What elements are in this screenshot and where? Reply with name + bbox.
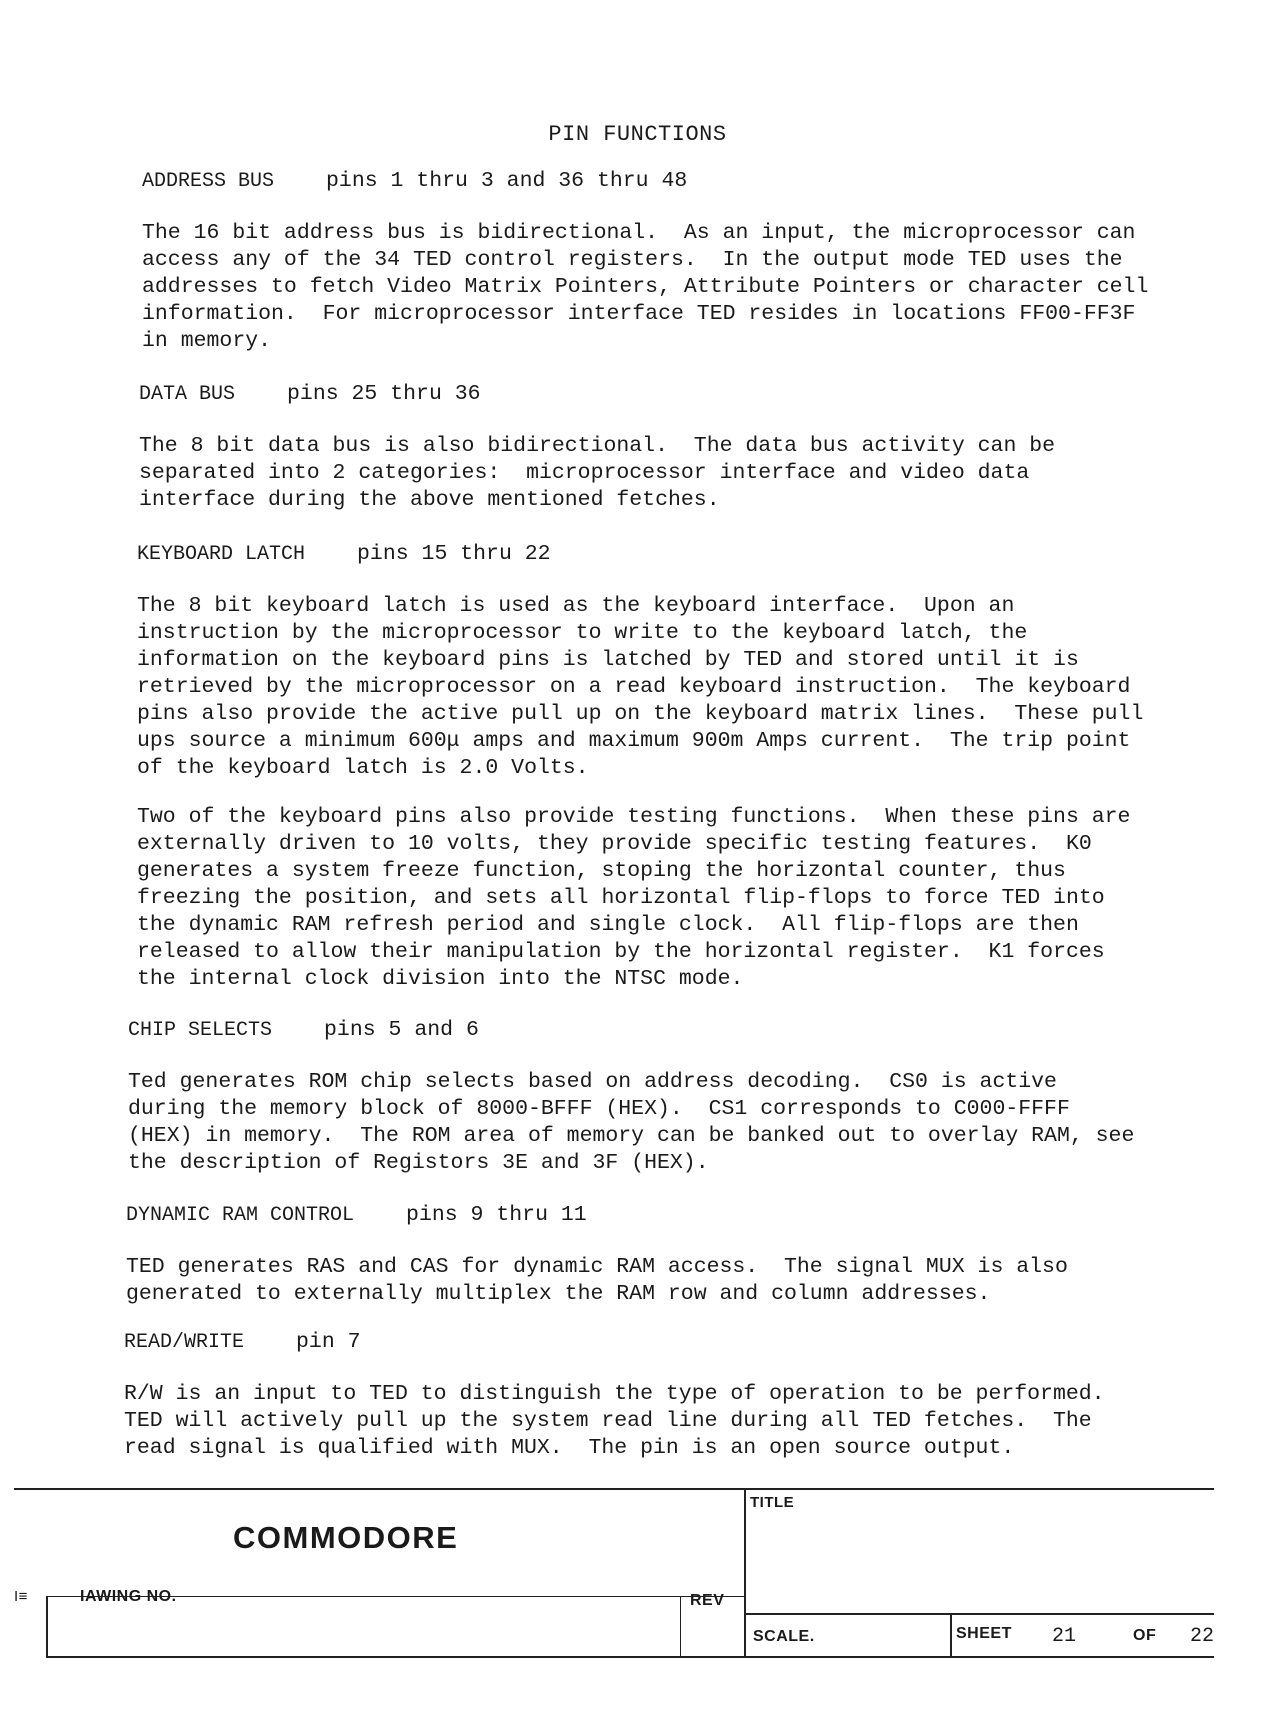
section-name: READ/WRITE [124, 1331, 245, 1354]
sheet-number: 21 [1052, 1625, 1077, 1648]
section-paragraph [139, 433, 1055, 514]
drawing-number-label: IAWING NO. [80, 1588, 177, 1605]
paragraph-line: the dynamic RAM refresh period and single clock. All flip-flops are then [137, 913, 1079, 937]
margin-mark: I≡ [14, 1588, 28, 1605]
section-pins: pin 7 [296, 1330, 361, 1354]
section-pins: pins 9 thru 11 [406, 1203, 587, 1227]
paragraph-line: instruction by the microprocessor to write to the keyboard latch, the [137, 621, 1028, 645]
paragraph-line: Ted generates ROM chip selects based on address decoding. CS0 is active [128, 1070, 1057, 1094]
section-name: KEYBOARD LATCH [137, 543, 306, 566]
paragraph-line: access any of the 34 TED control registers. In the output mode TED uses the [142, 248, 1123, 272]
paragraph-line: the description of Registors 3E and 3F (HEX). [128, 1151, 709, 1175]
section-address-bus [142, 168, 1148, 355]
paragraph-line: pins also provide the active pull up on the keyboard matrix lines. These pull [137, 702, 1144, 726]
paragraph-line: TED generates RAS and CAS for dynamic RAM access. The signal MUX is also [126, 1255, 1068, 1279]
paragraph-line: the internal clock division into the NTSC mode. [137, 967, 744, 991]
section-pins: pins 5 and 6 [324, 1018, 479, 1042]
paragraph-line: externally driven to 10 volts, they provide specific testing features. K0 [137, 832, 1092, 856]
section-keyboard-latch [137, 541, 1143, 993]
paragraph-line: addresses to fetch Video Matrix Pointers, Attribute Pointers or character cell [142, 275, 1149, 299]
section-paragraph [128, 1069, 1134, 1177]
page-title: PIN FUNCTIONS [548, 122, 727, 147]
paragraph-line: generates a system freeze function, stoping the horizontal counter, thus [137, 859, 1066, 883]
section-pins: pins 15 thru 22 [357, 542, 551, 566]
section-name: DATA BUS [139, 383, 236, 406]
section-paragraph [126, 1254, 1068, 1308]
paragraph-line: separated into 2 categories: microprocessor interface and video data [139, 461, 1030, 485]
title-block-sheet-divider [950, 1613, 952, 1658]
section-pins: pins 25 thru 36 [287, 382, 481, 406]
section-heading [137, 541, 1143, 568]
paragraph-line: Two of the keyboard pins also provide testing functions. When these pins are [137, 805, 1131, 829]
paragraph-line: interface during the above mentioned fetches. [139, 488, 720, 512]
section-paragraph [137, 593, 1143, 782]
section-name: CHIP SELECTS [128, 1019, 273, 1042]
paragraph-line: during the memory block of 8000-BFFF (HEX). CS1 corresponds to C000-FFFF [128, 1097, 1070, 1121]
section-heading [139, 381, 1055, 408]
section-name: ADDRESS BUS [142, 170, 275, 193]
section-chip-selects [128, 1017, 1134, 1177]
section-paragraph [142, 220, 1148, 355]
paragraph-line: R/W is an input to TED to distinguish the type of operation to be performed. [124, 1382, 1105, 1406]
paragraph-line: The 8 bit keyboard latch is used as the keyboard interface. Upon an [137, 594, 1015, 618]
paragraph-line: retrieved by the microprocessor on a read keyboard instruction. The keyboard [137, 675, 1131, 699]
paragraph-line: freezing the position, and sets all horizontal flip-flops to force TED into [137, 886, 1105, 910]
paragraph-line: ups source a minimum 600μ amps and maximum 900m Amps current. The trip point [137, 729, 1131, 753]
title-block-left-edge [46, 1596, 48, 1658]
sheet-label: SHEET [956, 1625, 1012, 1642]
title-label: TITLE [750, 1494, 795, 1511]
paragraph-line: read signal is qualified with MUX. The pin is an open source output. [124, 1436, 1015, 1460]
section-paragraph [137, 804, 1143, 993]
section-read-write [124, 1329, 1105, 1462]
section-dynamic-ram-control [126, 1202, 1068, 1308]
title-block-scale-rule [746, 1613, 1214, 1615]
of-label: OF [1133, 1627, 1157, 1644]
paragraph-line: The 8 bit data bus is also bidirectional. The data bus activity can be [139, 434, 1056, 458]
title-block [0, 1488, 1275, 1658]
section-heading [142, 168, 1148, 195]
paragraph-line: in memory. [142, 329, 272, 353]
title-block-top-rule [14, 1488, 1214, 1490]
section-heading [126, 1202, 1068, 1229]
company-name: COMMODORE [233, 1520, 459, 1555]
title-block-bottom-rule [46, 1656, 1214, 1658]
paragraph-line: (HEX) in memory. The ROM area of memory can be banked out to overlay RAM, see [128, 1124, 1135, 1148]
section-pins: pins 1 thru 3 and 36 thru 48 [326, 169, 688, 193]
paragraph-line: information. For microprocessor interface TED resides in locations FF00-FF3F [142, 302, 1136, 326]
paragraph-line: generated to externally multiplex the RAM row and column addresses. [126, 1282, 991, 1306]
sheet-total: 22 [1190, 1625, 1215, 1648]
section-heading [128, 1017, 1134, 1044]
paragraph-line: information on the keyboard pins is latched by TED and stored until it is [137, 648, 1079, 672]
paragraph-line: TED will actively pull up the system read line during all TED fetches. The [124, 1409, 1092, 1433]
scale-label: SCALE. [753, 1628, 815, 1645]
paragraph-line: of the keyboard latch is 2.0 Volts. [137, 756, 589, 780]
paragraph-line: released to allow their manipulation by the horizontal register. K1 forces [137, 940, 1105, 964]
section-paragraph [124, 1381, 1105, 1462]
paragraph-line: The 16 bit address bus is bidirectional. As an input, the microprocessor can [142, 221, 1136, 245]
title-block-title-divider [744, 1488, 746, 1658]
rev-label: REV [690, 1592, 725, 1609]
section-heading [124, 1329, 1105, 1356]
section-data-bus [139, 381, 1055, 514]
section-name: DYNAMIC RAM CONTROL [126, 1204, 355, 1227]
title-block-rev-divider [680, 1596, 681, 1658]
